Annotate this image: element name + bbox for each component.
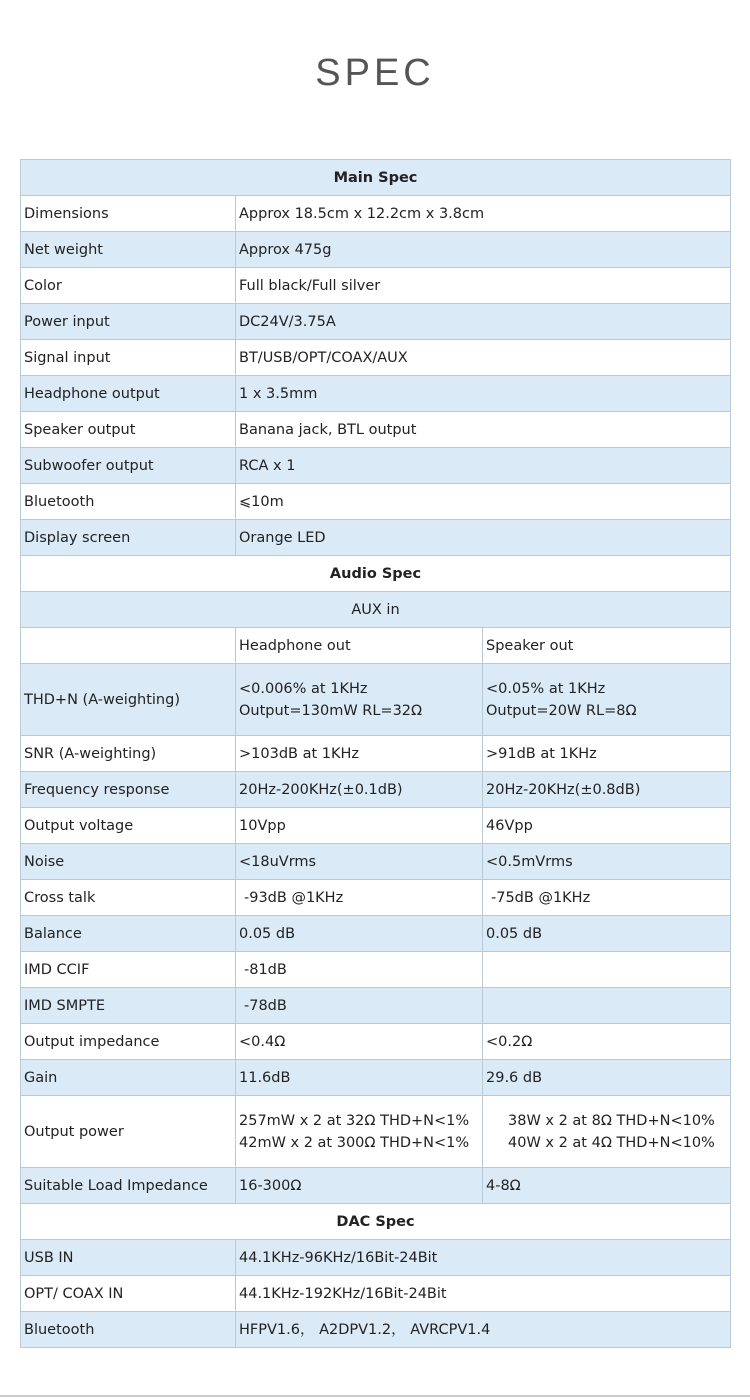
table-row [21, 1060, 731, 1096]
spec-label: Frequency response [21, 772, 236, 808]
spec-value: Approx 475g [236, 232, 731, 268]
dac-spec-heading: DAC Spec [21, 1204, 731, 1240]
speaker-value-line: 38W x 2 at 8Ω THD+N<10% [508, 1112, 715, 1129]
spec-label: Cross talk [21, 880, 236, 916]
table-row [21, 988, 731, 1024]
headphone-value: >103dB at 1KHz [236, 736, 483, 772]
spec-label: IMD CCIF [21, 952, 236, 988]
table-row [21, 664, 731, 736]
speaker-value: 46Vpp [483, 808, 731, 844]
headphone-value: 20Hz-200KHz(±0.1dB) [236, 772, 483, 808]
table-row [21, 1276, 731, 1312]
speaker-value: <0.2Ω [483, 1024, 731, 1060]
spec-value: ⩽10m [236, 484, 731, 520]
headphone-value-line: <0.006% at 1KHz [239, 680, 368, 697]
speaker-value [483, 1096, 731, 1168]
table-row [21, 376, 731, 412]
table-row [21, 1168, 731, 1204]
table-row [21, 772, 731, 808]
aux-in-row [21, 592, 731, 628]
headphone-value [236, 664, 483, 736]
spec-label: Subwoofer output [21, 448, 236, 484]
table-row [21, 232, 731, 268]
spec-label: OPT/ COAX IN [21, 1276, 236, 1312]
table-row [21, 304, 731, 340]
spec-label: Headphone output [21, 376, 236, 412]
headphone-value: -78dB [236, 988, 483, 1024]
spec-label: Display screen [21, 520, 236, 556]
table-row [21, 808, 731, 844]
speaker-value: 20Hz-20KHz(±0.8dB) [483, 772, 731, 808]
spec-value: 1 x 3.5mm [236, 376, 731, 412]
headphone-value: 10Vpp [236, 808, 483, 844]
spec-value: Full black/Full silver [236, 268, 731, 304]
headphone-value: 16-300Ω [236, 1168, 483, 1204]
speaker-value: 0.05 dB [483, 916, 731, 952]
speaker-value: >91dB at 1KHz [483, 736, 731, 772]
spec-label: Dimensions [21, 196, 236, 232]
headphone-value-line: 42mW x 2 at 300Ω THD+N<1% [239, 1134, 470, 1151]
table-row [21, 340, 731, 376]
spec-label: SNR (A-weighting) [21, 736, 236, 772]
table-row [21, 268, 731, 304]
spec-label: Bluetooth [21, 484, 236, 520]
headphone-value: -81dB [236, 952, 483, 988]
table-row [21, 484, 731, 520]
speaker-value: 29.6 dB [483, 1060, 731, 1096]
spec-label: Color [21, 268, 236, 304]
headphone-value-line: 257mW x 2 at 32Ω THD+N<1% [239, 1112, 470, 1129]
main-spec-header-row [21, 160, 731, 196]
table-row [21, 736, 731, 772]
spec-label: Gain [21, 1060, 236, 1096]
speaker-value-line: Output=20W RL=8Ω [486, 702, 637, 719]
column-header-row [21, 628, 731, 664]
table-row [21, 520, 731, 556]
spec-label: Net weight [21, 232, 236, 268]
speaker-value: 4-8Ω [483, 1168, 731, 1204]
spec-label: Noise [21, 844, 236, 880]
headphone-value: -93dB @1KHz [236, 880, 483, 916]
main-spec-heading: Main Spec [21, 160, 731, 196]
headphone-value: 0.05 dB [236, 916, 483, 952]
table-row [21, 448, 731, 484]
headphone-value: <18uVrms [236, 844, 483, 880]
headphone-value: <0.4Ω [236, 1024, 483, 1060]
page-title: SPEC [315, 52, 435, 94]
spec-value: RCA x 1 [236, 448, 731, 484]
spec-label: Output power [21, 1096, 236, 1168]
spec-value: DC24V/3.75A [236, 304, 731, 340]
speaker-out-header: Speaker out [483, 628, 731, 664]
spec-label: Signal input [21, 340, 236, 376]
table-row [21, 1312, 731, 1348]
speaker-value: -75dB @1KHz [483, 880, 731, 916]
speaker-value-line: 40W x 2 at 4Ω THD+N<10% [508, 1134, 715, 1151]
spec-label: Output impedance [21, 1024, 236, 1060]
speaker-value-line: <0.05% at 1KHz [486, 680, 606, 697]
headphone-out-header: Headphone out [236, 628, 483, 664]
spec-label: Suitable Load Impedance [21, 1168, 236, 1204]
table-row [21, 1096, 731, 1168]
spec-label: THD+N (A-weighting) [21, 664, 236, 736]
spec-value: Banana jack, BTL output [236, 412, 731, 448]
spec-value: Orange LED [236, 520, 731, 556]
table-row [21, 844, 731, 880]
bottom-divider [0, 1395, 750, 1397]
spec-label: USB IN [21, 1240, 236, 1276]
headphone-value-line: Output=130mW RL=32Ω [239, 702, 423, 719]
table-row [21, 196, 731, 232]
spec-label: IMD SMPTE [21, 988, 236, 1024]
spec-value: 44.1KHz-96KHz/16Bit-24Bit [236, 1240, 731, 1276]
spec-label: Power input [21, 304, 236, 340]
headphone-value [236, 1096, 483, 1168]
speaker-value [483, 952, 731, 988]
spec-label: Balance [21, 916, 236, 952]
spec-value: Approx 18.5cm x 12.2cm x 3.8cm [236, 196, 731, 232]
table-row [21, 916, 731, 952]
spec-value: BT/USB/OPT/COAX/AUX [236, 340, 731, 376]
table-row [21, 952, 731, 988]
spec-value: 44.1KHz-192KHz/16Bit-24Bit [236, 1276, 731, 1312]
table-row [21, 1024, 731, 1060]
speaker-value: <0.5mVrms [483, 844, 731, 880]
headphone-value: 11.6dB [236, 1060, 483, 1096]
table-row [21, 412, 731, 448]
spec-label: Bluetooth [21, 1312, 236, 1348]
dac-spec-header-row [21, 1204, 731, 1240]
spec-label: Output voltage [21, 808, 236, 844]
empty-header-cell [21, 628, 236, 664]
speaker-value [483, 664, 731, 736]
audio-spec-header-row [21, 556, 731, 592]
aux-in-subheading: AUX in [21, 592, 731, 628]
speaker-value [483, 988, 731, 1024]
spec-value: HFPV1.6， A2DPV1.2， AVRCPV1.4 [236, 1312, 731, 1348]
spec-label: Speaker output [21, 412, 236, 448]
table-row [21, 880, 731, 916]
spec-table [20, 159, 731, 1348]
audio-spec-heading: Audio Spec [21, 556, 731, 592]
table-row [21, 1240, 731, 1276]
